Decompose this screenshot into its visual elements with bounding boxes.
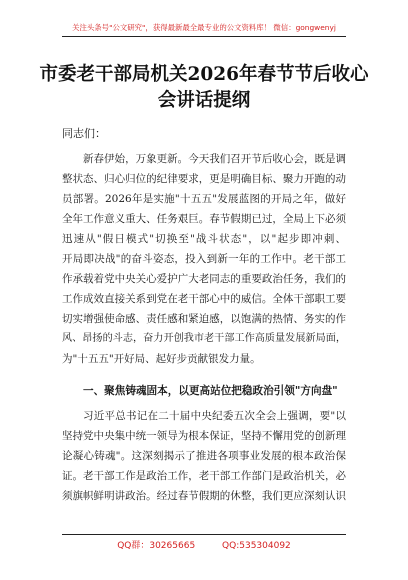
paragraph-line: 开局即决战"的奋斗姿态，投入到新一年的工作中。老干部工: [62, 253, 346, 265]
header-rule: [62, 36, 346, 37]
footer: [0, 538, 408, 551]
salutation: 同志们：: [62, 127, 106, 140]
paragraph-line: 风、昂扬的斗志，奋力开创我市老干部工作高质量发展新局面，: [62, 333, 346, 344]
paragraph-line: 切实增强使命感、责任感和紧迫感，以饱满的热情、务实的作: [62, 313, 346, 325]
paragraph-line: 迅速从"假日模式"切换至"战斗状态"，以"起步即冲刺、: [62, 233, 346, 245]
header-banner: 关注头条号"公文研究"，获得最新最全最专业的公文资料库！ 微信：gongwenyj: [72, 23, 336, 32]
paragraph-line: 习近平总书记在二十届中央纪委五次全会上强调，要"以: [83, 410, 346, 422]
document-title-line-2: 会讲话提纲: [157, 90, 251, 111]
footer-rule: [62, 534, 346, 535]
paragraph-line: 新春伊始，万象更新。今天我们召开节后收心会，既是调: [83, 153, 346, 165]
footer-qq-group: QQ群：30265665: [117, 541, 196, 551]
paragraph-line: 须旗帜鲜明讲政治。经过春节假期的休整，我们更应深刻认识: [62, 490, 346, 502]
footer-qq: QQ:535304092: [222, 541, 291, 551]
paragraph-line: 整状态、归心归位的纪律要求，更是明确目标、聚力开跑的动: [62, 173, 346, 185]
paragraph-line: 证。老干部工作是政治工作，老干部工作部门是政治机关，必: [62, 470, 346, 482]
paragraph-line: 工作成效直接关系到党在老干部心中的威信。全体干部职工要: [62, 293, 346, 305]
paragraph-line: 作承载着党中央关心爱护广大老同志的重要政治任务，我们的: [62, 273, 346, 285]
section-1-heading: 一、聚焦铸魂固本，以更高站位把稳政治引领"方向盘": [83, 385, 338, 397]
paragraph-line: 全年工作意义重大、任务艰巨。春节假期已过，全局上下必须: [62, 213, 346, 225]
paragraph-line: 员部署。2026年是实施"十五五"发展蓝图的开局之年，做好: [62, 193, 346, 205]
paragraph-line: 论凝心铸魂"。这深刻揭示了推进各项事业发展的根本政治保: [62, 450, 346, 462]
paragraph-line: 坚持党中央集中统一领导为根本保证，坚持不懈用党的创新理: [62, 430, 346, 442]
paragraph-line: 为"十五五"开好局、起好步贡献银发力量。: [62, 353, 261, 365]
document-title: [0, 62, 408, 114]
document-title-line-1: 市委老干部局机关2026年春节节后收心: [39, 64, 369, 85]
